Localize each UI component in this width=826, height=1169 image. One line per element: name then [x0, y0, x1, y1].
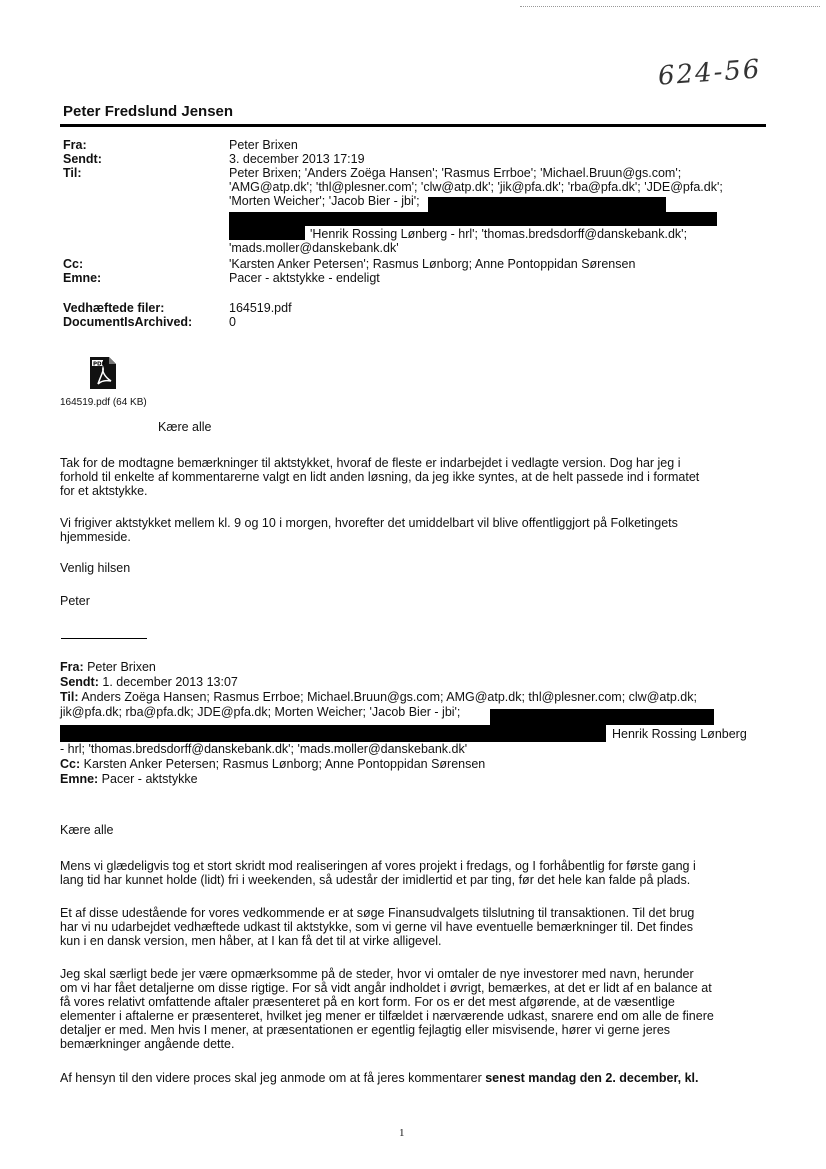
fwd-body-line: bemærkninger angående dette.	[60, 1037, 235, 1051]
fwd-cc: Cc: Karsten Anker Petersen; Rasmus Lønborg; Anne Pontoppidan Sørensen	[60, 757, 486, 771]
to-line-4: 'Henrik Rossing Lønberg - hrl'; 'thomas.bredsdorff@danskebank.dk';	[310, 227, 688, 241]
attachment-caption[interactable]: 164519.pdf (64 KB)	[60, 397, 147, 408]
fwd-greeting: Kære alle	[60, 823, 114, 837]
closing: Venlig hilsen	[60, 561, 131, 575]
cc-value: 'Karsten Anker Petersen'; Rasmus Lønborg; Anne Pontoppidan Sørensen	[229, 257, 636, 271]
fwd-to-line-4: - hrl; 'thomas.bredsdorff@danskebank.dk'; 'mads.moller@danskebank.dk'	[60, 742, 468, 756]
pdf-icon[interactable]	[90, 357, 116, 389]
fwd-body-line: få vores relativt omfattende aftaler præsenteret på en kort form. For os er det mest afgørende, at de væsentlige	[60, 995, 675, 1009]
cc-label: Cc:	[63, 257, 84, 271]
fwd-body-line: lang tid har kunnet holde (lidt) fri i weekenden, så udestår der imidlertid et par ting, før det hele kan falde på plads.	[60, 873, 691, 887]
body-line: forhold til enkelte af kommentarerne valgt en lidt anden løsning, da jeg ikke syntes, at de helt passede ind i formatet	[60, 470, 700, 484]
redaction-bar	[60, 725, 606, 742]
redaction-bar	[229, 212, 717, 226]
body-line: Vi frigiver aktstykket mellem kl. 9 og 10 i morgen, hvorefter det umiddelbart vil blive offentliggjort på Folketingets	[60, 516, 678, 530]
fwd-body-line: kun i en dansk version, men håber, at I kan få det til at virke alligevel.	[60, 934, 442, 948]
to-line-2: 'AMG@atp.dk'; 'thl@plesner.com'; 'clw@atp.dk'; 'jik@pfa.dk'; 'rba@pfa.dk'; 'JDE@pfa.dk';	[229, 180, 723, 194]
fwd-body-line: har vi nu udarbejdet vedhæftede udkast til aktstykke, som vi gerne vil have eventuelle bemærkninger til. Det findes	[60, 920, 693, 934]
to-line-1: Peter Brixen; 'Anders Zoëga Hansen'; 'Rasmus Errboe'; 'Michael.Bruun@gs.com';	[229, 166, 682, 180]
attachments-value: 164519.pdf	[229, 301, 292, 315]
to-line-5: 'mads.moller@danskebank.dk'	[229, 241, 399, 255]
redaction-bar	[490, 709, 714, 725]
sent-value: 3. december 2013 17:19	[229, 152, 365, 166]
body-line: hjemmeside.	[60, 530, 131, 544]
fwd-body-line: Jeg skal særligt bede jer være opmærksomme på de steder, hvor vi omtaler de nye investorer med navn, herunder	[60, 967, 694, 981]
header-rule	[60, 124, 766, 127]
fwd-body-line: Et af disse udestående for vores vedkommende er at søge Finansudvalgets tilslutning til transaktionen. Til det brug	[60, 906, 695, 920]
fwd-from: Fra: Peter Brixen	[60, 660, 156, 674]
archived-value: 0	[229, 315, 236, 329]
to-line-3: 'Morten Weicher'; 'Jacob Bier - jbi';	[229, 194, 420, 208]
fwd-body-line: Mens vi glædeligvis tog et stort skridt mod realiseringen af vores projekt i fredags, og I forhåbentlig for første gang i	[60, 859, 696, 873]
attachments-label: Vedhæftede filer:	[63, 301, 165, 315]
svg-text:PDF: PDF	[93, 361, 106, 368]
archived-label: DocumentIsArchived:	[63, 315, 193, 329]
subject-value: Pacer - aktstykke - endeligt	[229, 271, 380, 285]
from-value: Peter Brixen	[229, 138, 298, 152]
fwd-body-line: elementer i aftalerne er præsenteret, hvilket jeg mener er tilfældet i nærværende udkast, snarere end om alle de finere	[60, 1009, 714, 1023]
subject-label: Emne:	[63, 271, 102, 285]
fwd-body-line: detaljer er med. Men hvis I mener, at præsentationen er egentlig fejlagtig eller misvisende, hører vi gerne jeres	[60, 1023, 671, 1037]
redaction-bar	[428, 197, 666, 213]
sender-name: Peter Fredslund Jensen	[63, 103, 234, 120]
fwd-body-line: om vi har fået detaljerne om disse rigtige. For så vidt angår indholdet i øvrigt, bemærkes, at det er lidt af en balance at	[60, 981, 712, 995]
fwd-subject: Emne: Pacer - aktstykke	[60, 772, 198, 786]
signature-name: Peter	[60, 594, 90, 608]
body-line: for et aktstykke.	[60, 484, 148, 498]
redaction-bar	[229, 226, 305, 240]
handwritten-stamp: 624-56	[657, 54, 763, 92]
fwd-sent: Sendt: 1. december 2013 13:07	[60, 675, 238, 689]
fwd-to: Til: Anders Zoëga Hansen; Rasmus Errboe; Michael.Bruun@gs.com; AMG@atp.dk; thl@plesner.com; clw@atp.dk;	[60, 690, 697, 704]
page-number: 1	[399, 1127, 405, 1139]
sent-label: Sendt:	[63, 152, 102, 166]
fwd-body-line: Af hensyn til den videre proces skal jeg anmode om at få jeres kommentarer senest mandag den 2. december, kl.	[60, 1071, 699, 1085]
separator-line	[61, 638, 147, 639]
body-line: Tak for de modtagne bemærkninger til aktstykket, hvoraf de fleste er indarbejdet i vedlagte version. Dog har jeg i	[60, 456, 681, 470]
greeting: Kære alle	[158, 420, 212, 434]
from-label: Fra:	[63, 138, 87, 152]
to-label: Til:	[63, 166, 82, 180]
scan-top-line	[520, 6, 820, 7]
fwd-to-line-3: Henrik Rossing Lønberg	[612, 727, 747, 741]
fwd-to-line-2: jik@pfa.dk; rba@pfa.dk; JDE@pfa.dk; Morten Weicher; 'Jacob Bier - jbi';	[60, 705, 461, 719]
